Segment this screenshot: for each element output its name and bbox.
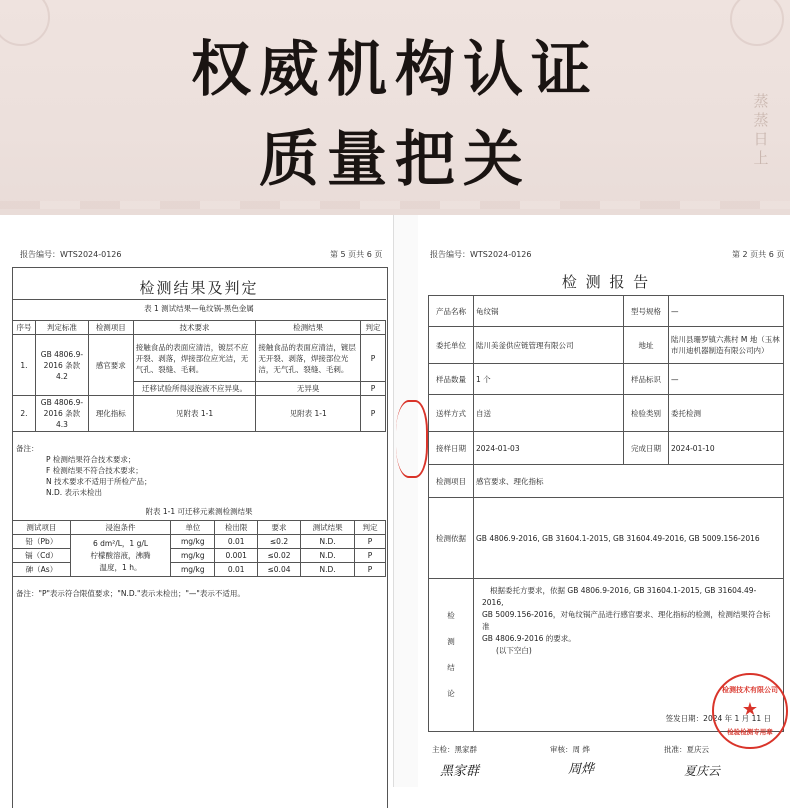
row-result: 接触食品的表面应清洁，镀层无开裂、剥落，焊接部位光洁，无气孔、裂缝、毛刺。 (256, 335, 361, 382)
col-header: 测试结果 (301, 521, 355, 535)
row-no: 1. (13, 335, 36, 396)
signature-reviewer: 周烨 (568, 762, 595, 777)
row-no: 2. (13, 396, 36, 432)
cell-item: 铅（Pb） (13, 535, 71, 549)
table2-footnote: 备注："P"表示符合限值要求；"N.D."表示未检出；"—"表示不适用。 (16, 589, 245, 598)
conclusion-line: (以下空白) (496, 646, 532, 655)
table-row (13, 335, 386, 382)
cell-judgment: P (355, 563, 386, 577)
row-requirement: 接触食品的表面应清洁，镀层不应开裂、剥落，焊接部位应光洁，无气孔、裂缝、毛刺。 (133, 335, 256, 382)
value-product: 龟纹锅 (474, 296, 624, 327)
label-address: 地址 (624, 327, 669, 364)
value-mark: — (669, 364, 784, 395)
page-number: 第 2 页共 6 页 (732, 250, 785, 259)
col-header: 判定 (361, 321, 386, 335)
label-conclusion (429, 579, 474, 732)
label-received: 接样日期 (429, 432, 474, 465)
table-row (429, 296, 784, 327)
note-line: P 检测结果符合技术要求； (46, 455, 136, 464)
value-items: 感官要求、理化指标 (474, 465, 784, 498)
label-mark: 样品标识 (624, 364, 669, 395)
banner-deco-text: 蒸蒸日上 (753, 92, 769, 167)
cell-result: N.D. (301, 535, 355, 549)
table-header-row (13, 521, 386, 535)
row-judgment: P (361, 396, 386, 432)
note-line: 备注： (16, 444, 39, 453)
row-standard: GB 4806.9-2016 条款 4.2 (35, 335, 88, 396)
row-standard: GB 4806.9-2016 条款 4.3 (35, 396, 88, 432)
signature-approver: 夏庆云 (684, 764, 721, 778)
table-row (429, 465, 784, 498)
seal-subtext: 检验检测专用章 (727, 728, 773, 736)
table-row (13, 549, 386, 563)
results-table (12, 320, 386, 432)
table-row (429, 432, 784, 465)
value-basis: GB 4806.9-2016, GB 31604.1-2015, GB 31604.49-2016, GB 5009.156-2016 (474, 498, 784, 579)
row-requirement: 迁移试验所得浸泡液不应异臭。 (133, 382, 256, 396)
banner-headline: 权威机构认证 (191, 35, 599, 105)
soak-line: 6 dm²/L，1 g/L (92, 538, 149, 548)
col-header: 检测结果 (256, 321, 361, 335)
col-header: 单位 (171, 521, 215, 535)
cell-judgment: P (355, 535, 386, 549)
cell-req: ≤0.2 (257, 535, 300, 549)
cell-judgment: P (355, 549, 386, 563)
cell-req: ≤0.02 (257, 549, 300, 563)
value-completed: 2024-01-10 (669, 432, 784, 465)
results-title: 检测结果及判定 (139, 279, 259, 297)
official-seal (712, 673, 788, 749)
cell-lod: 0.01 (215, 563, 257, 577)
col-header: 判定标准 (35, 321, 88, 335)
report-page-summary (418, 215, 790, 787)
cell-unit: mg/kg (171, 563, 215, 577)
value-address: 陆川县珊罗镇六燕村 M 地（玉林市川迪机器制造有限公司内） (669, 327, 784, 364)
cell-item: 砷（As） (13, 563, 71, 577)
chief-label: 主检： (432, 745, 455, 754)
approver: 批准：夏庆云 (664, 745, 709, 754)
table-row (429, 498, 784, 579)
col-header: 检测项目 (88, 321, 133, 335)
label-product: 产品名称 (429, 296, 474, 327)
value-received: 2024-01-03 (474, 432, 624, 465)
table2-caption: 附表 1-1 可迁移元素测检测结果 (145, 507, 253, 516)
cell-result: N.D. (301, 563, 355, 577)
cell-item: 镉（Cd） (13, 549, 71, 563)
report-number: 报告编号：WTS2024-0126 (430, 250, 532, 259)
chief-name: 黑家群 (454, 745, 477, 754)
label-model: 型号规格 (624, 296, 669, 327)
label-type: 检验类别 (624, 395, 669, 432)
col-header: 要求 (257, 521, 300, 535)
label-client: 委托单位 (429, 327, 474, 364)
note-line: N.D. 表示未检出 (46, 488, 103, 497)
row-judgment: P (361, 382, 386, 396)
table-row (429, 395, 784, 432)
banner-wave-border (0, 201, 790, 209)
label-basis: 检测依据 (429, 498, 474, 579)
migration-table (12, 520, 386, 577)
table-row (429, 364, 784, 395)
cell-unit: mg/kg (171, 535, 215, 549)
cross-page-seal (396, 400, 428, 478)
row-result: 见附表 1-1 (256, 396, 361, 432)
col-header: 判定 (355, 521, 386, 535)
value-send: 自送 (474, 395, 624, 432)
report-page-results (0, 215, 394, 787)
conclusion-line: 根据委托方要求，依据 GB 4806.9-2016, GB 31604.1-2015, GB 31604.49-2016, (482, 586, 757, 607)
chief-inspector (432, 744, 477, 755)
report-number: 报告编号：WTS2024-0126 (20, 250, 122, 259)
label-char: 结 (447, 663, 455, 672)
soak-line: 温度，1 h。 (99, 562, 142, 572)
label-send: 送样方式 (429, 395, 474, 432)
col-header: 检出限 (215, 521, 257, 535)
col-header: 序号 (13, 321, 36, 335)
promo-banner (0, 0, 790, 215)
cell-soak-condition (70, 535, 170, 577)
table1-caption: 表 1 测试结果—龟纹锅-黑色金属 (144, 304, 254, 313)
seal-star-icon: ★ (741, 699, 759, 720)
table-row (13, 535, 386, 549)
conclusion-line: GB 5009.156-2016，对龟纹锅产品进行感官要求、理化指标的检测，检测结果符合标准 (482, 610, 771, 631)
label-char: 测 (447, 637, 455, 646)
label-completed: 完成日期 (624, 432, 669, 465)
label-char: 检 (447, 611, 455, 620)
page-gap (393, 215, 418, 787)
col-header: 测试项目 (13, 521, 71, 535)
label-char: 论 (447, 689, 455, 698)
report-info-table (428, 295, 784, 732)
cell-req: ≤0.04 (257, 563, 300, 577)
value-client: 陆川美釜供应链管理有限公司 (474, 327, 624, 364)
row-item: 理化指标 (88, 396, 133, 432)
report-title: 检 测 报 告 (561, 273, 651, 291)
value-type: 委托检测 (669, 395, 784, 432)
notes (16, 443, 152, 498)
note-line: N 技术要求不适用于所检产品； (46, 477, 152, 486)
note-line: F 检测结果不符合技术要求； (46, 466, 143, 475)
value-model: — (669, 296, 784, 327)
table-row (13, 563, 386, 577)
value-quantity: 1 个 (474, 364, 624, 395)
cell-lod: 0.01 (215, 535, 257, 549)
row-judgment: P (361, 335, 386, 382)
table-row (429, 327, 784, 364)
cell-result: N.D. (301, 549, 355, 563)
row-item: 感官要求 (88, 335, 133, 396)
signature-inspector: 黑家群 (440, 764, 480, 779)
table-header-row (13, 321, 386, 335)
banner-subheadline: 质量把关 (259, 125, 531, 195)
sign-date: 签发日期：2024 年 1 月 11 日 (665, 714, 771, 723)
seal-text: 检测技术有限公司 (722, 686, 778, 694)
reviewer: 审核：周 烨 (550, 745, 590, 754)
row-requirement: 见附表 1-1 (133, 396, 256, 432)
page-number: 第 5 页共 6 页 (330, 250, 383, 259)
col-header: 技术要求 (133, 321, 256, 335)
label-quantity: 样品数量 (429, 364, 474, 395)
conclusion-line: GB 4806.9-2016 的要求。 (482, 634, 576, 643)
soak-line: 柠檬酸溶液，沸腾 (90, 550, 151, 560)
col-header: 浸泡条件 (70, 521, 170, 535)
row-result: 无异臭 (256, 382, 361, 396)
cell-unit: mg/kg (171, 549, 215, 563)
cell-lod: 0.001 (215, 549, 257, 563)
table-row (13, 396, 386, 432)
label-items: 检测项目 (429, 465, 474, 498)
